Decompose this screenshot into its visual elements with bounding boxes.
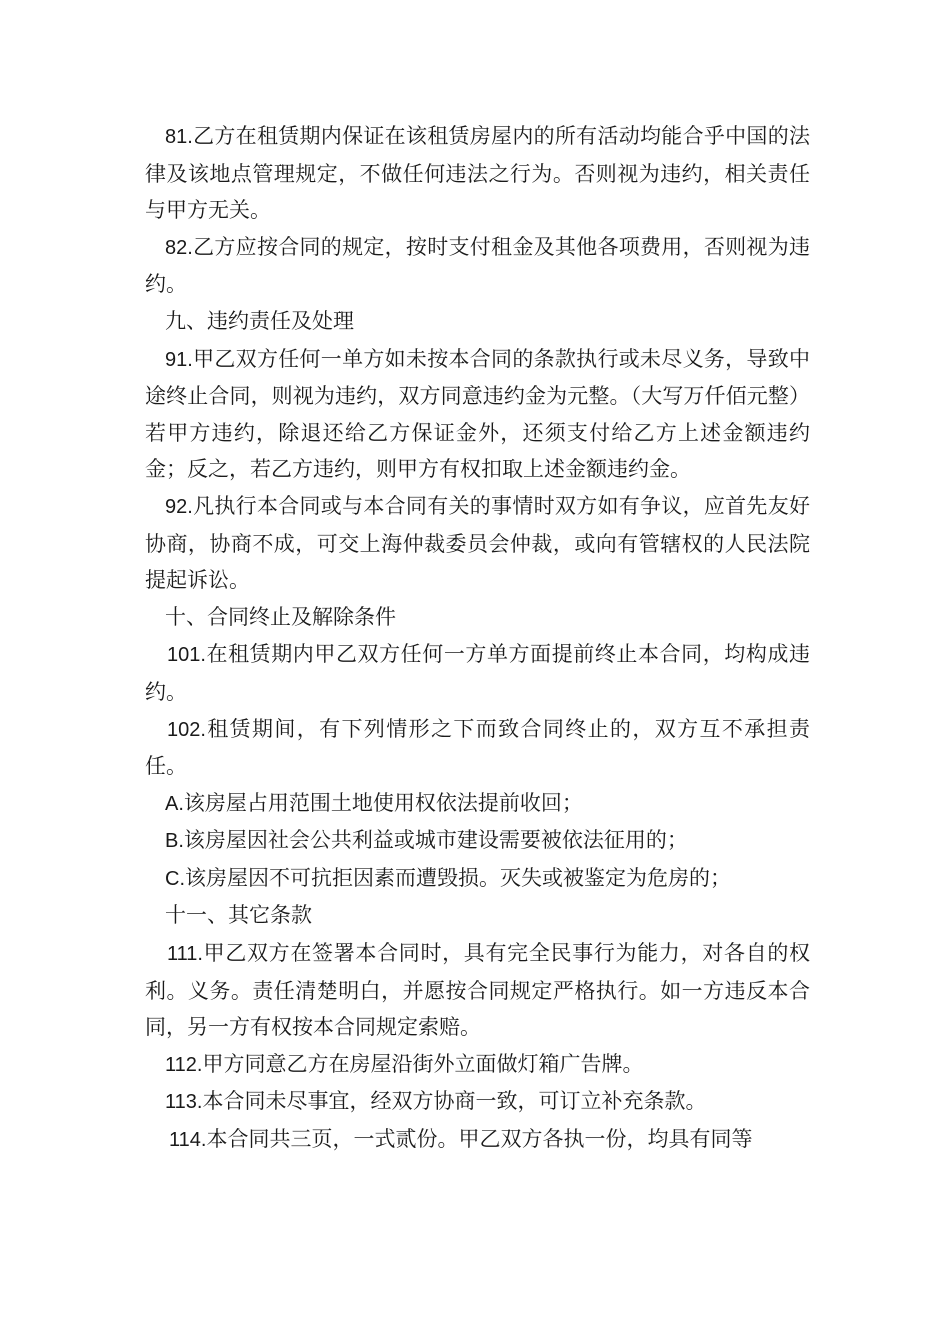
clause-number: 113. [165, 1091, 203, 1114]
clause-111 [145, 935, 810, 1046]
section-heading-10 [145, 599, 810, 637]
clause-92 [145, 488, 810, 599]
clause-91 [145, 341, 810, 488]
clause-text: 本合同未尽事宜，经双方协商一致，可订立补充条款。 [202, 1089, 707, 1114]
list-item-text: 该房屋因不可抗拒因素而遭毁损。灭失或被鉴定为危房的； [185, 865, 731, 890]
clause-text: 甲乙双方任何一单方如未按本合同的条款执行或未尽义务，导致中途终止合同，则视为违约，双方同意违约金为元整。（大写万仟佰元整）若甲方违约，除退还给乙方保证金外，还须支付给乙方上述金额违约金；反之，若乙方违约，则甲方有权扣取上述金额违约金。 [145, 346, 810, 482]
clause-number: 101. [167, 644, 206, 667]
clause-number: 112. [165, 1053, 203, 1076]
clause-number: 111. [167, 943, 203, 966]
list-marker: B. [165, 830, 184, 853]
list-item-text: 该房屋因社会公共利益或城市建设需要被依法征用的； [183, 828, 688, 853]
clause-text: 租赁期间，有下列情形之下而致合同终止的，双方互不承担责任。 [145, 716, 810, 779]
clause-number: 114. [169, 1129, 207, 1152]
clause-102 [145, 711, 810, 785]
contract-body [145, 118, 810, 1159]
clause-number: 81. [165, 126, 193, 148]
section-heading-9 [145, 303, 810, 341]
clause-114 [145, 1121, 810, 1159]
list-item-b [145, 822, 810, 860]
list-marker: A. [165, 792, 184, 815]
clause-113 [145, 1083, 810, 1121]
clause-text: 乙方应按合同的规定，按时支付租金及其他各项费用，否则视为违约。 [145, 234, 810, 297]
clause-text: 甲乙双方在签署本合同时，具有完全民事行为能力，对各自的权利。义务。责任清楚明白，并愿按合同规定严格执行。如一方违反本合同，另一方有权按本合同规定索赔。 [145, 941, 810, 1040]
clause-text: 在租赁期内甲乙双方任何一方单方面提前终止本合同，均构成违约。 [145, 642, 810, 704]
section-title: 十一、其它条款 [165, 903, 312, 928]
clause-number: 91. [165, 348, 193, 371]
list-marker: C. [165, 867, 185, 890]
list-item-text: 该房屋占用范围土地使用权依法提前收回； [183, 790, 583, 815]
clause-81 [145, 118, 810, 229]
clause-82 [145, 229, 810, 303]
clause-101 [145, 636, 810, 710]
clause-text: 甲方同意乙方在房屋沿街外立面做灯箱广告牌。 [202, 1051, 644, 1076]
section-title: 十、合同终止及解除条件 [165, 604, 396, 629]
clause-112 [145, 1046, 810, 1084]
clause-number: 102. [167, 718, 206, 741]
clause-number: 92. [165, 495, 193, 518]
list-item-a [145, 785, 810, 823]
list-item-c [145, 860, 810, 898]
clause-text: 本合同共三页，一式贰份。甲乙双方各执一份，均具有同等 [206, 1127, 753, 1152]
clause-text: 凡执行本合同或与本合同有关的事情时双方如有争议，应首先友好协商，协商不成，可交上海仲裁委员会仲裁，或向有管辖权的人民法院提起诉讼。 [145, 493, 810, 593]
section-title: 九、违约责任及处理 [165, 308, 354, 333]
section-heading-11 [145, 897, 810, 935]
clause-text: 乙方在租赁期内保证在该租赁房屋内的所有活动均能合乎中国的法律及该地点管理规定，不做任何违法之行为。否则视为违约，相关责任与甲方无关。 [145, 124, 810, 223]
clause-number: 82. [165, 236, 193, 259]
